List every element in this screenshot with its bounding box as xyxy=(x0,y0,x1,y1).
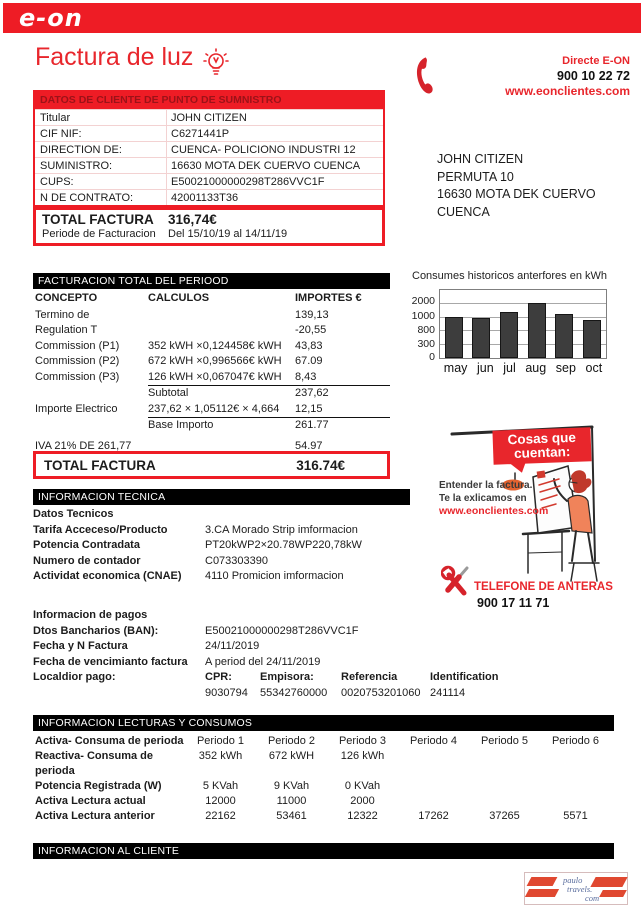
readings-table xyxy=(33,734,611,824)
customer-box-header: DATOS DE CLIENTE DE PUNTO DE SUMNISTRO xyxy=(35,92,383,109)
chart-title: Consumes historicos anterfores en kWh xyxy=(412,270,608,282)
payments-row: Dtos Bancharios (BAN): E50021000000298T286VVC1F xyxy=(33,624,359,637)
readings-row: Activa- Consuma de perioda Periodo 1 Periodo 2 Periodo 3 Periodo 4 Periodo 5 Periodo 6 xyxy=(35,735,600,747)
grand-total-amount: 316.74€ xyxy=(296,457,345,473)
payments-block xyxy=(33,608,593,701)
readings-row: Activa Lectura actual 12000 11000 2000 xyxy=(35,795,375,807)
chart-x-axis xyxy=(439,361,607,375)
payment-locator-row: Localdior pago: CPR: 9030794 Empisora: 55342760000 Referencia 0020753201060 Identification 241114 xyxy=(33,671,499,699)
contact-label: Directe E-ON xyxy=(562,55,630,67)
page-title: Factura de luz xyxy=(35,43,194,71)
sticker-caption: Entender la factura. Te la exlicamos en www.eonclientes.com xyxy=(439,479,564,519)
bar-oct xyxy=(583,320,601,358)
y-tick-800: 800 xyxy=(417,323,435,336)
x-tick-oct: oct xyxy=(585,361,603,375)
readings-row: Potencia Registrada (W) 5 KVah 9 KVah 0 KVah xyxy=(35,780,381,792)
payments-row: Fecha de vencimianto factura A period del 24/11/2019 xyxy=(33,655,321,668)
y-tick-0: 0 xyxy=(429,351,435,363)
technical-row: Numero de contador C073303390 xyxy=(33,554,269,567)
lightbulb-icon xyxy=(200,46,232,85)
billing-section-header: FACTURACION TOTAL DEL PERIOOD xyxy=(33,273,390,289)
billing-row-base: Base Importo 261.77 xyxy=(33,417,390,434)
contact-block xyxy=(505,54,630,99)
billing-row-subtotal: Subtotal 237,62 xyxy=(33,385,390,402)
payments-subheader: Informacion de pagos xyxy=(33,609,148,621)
bar-aug xyxy=(528,303,546,358)
x-tick-jul: jul xyxy=(503,361,516,375)
bar-jun xyxy=(472,318,490,358)
y-tick-300: 300 xyxy=(417,337,435,350)
technical-block xyxy=(33,507,433,585)
brand-bar xyxy=(3,3,641,33)
billing-table: CONCEPTO CALCULOS IMPORTES € Termino de 139,13 Regulation T -20,55 Commission (P1) 352 kWH ×0,124458€ kWH 43,83 Commission (P2) 672 kWH ×0,996566€ kWH 67.09 Commission (P3) 126 kWH ×0,067047€ kWH 8,43 Subtotal 237,62 Importe Electrico 237,62 × 1,05112€ × 4,664 12,15 Base Importo 261.77 IVA 21% DE 261,77 54.97 xyxy=(33,291,390,454)
total-summary-box xyxy=(33,207,385,246)
billing-row: Importe Electrico 237,62 × 1,05112€ × 4,664 12,15 xyxy=(35,402,323,415)
grand-total-box xyxy=(33,451,390,479)
billing-row: Commission (P1) 352 kWH ×0,124458€ kWH 43,83 xyxy=(35,339,323,352)
x-tick-jun: jun xyxy=(476,361,494,375)
x-tick-may: may xyxy=(443,361,468,375)
y-tick-1000: 1000 xyxy=(411,309,435,322)
x-tick-sep: sep xyxy=(555,361,576,375)
customer-row: CIF NIF: C6271441P xyxy=(35,125,383,141)
total-label: TOTAL FACTURA xyxy=(42,212,154,227)
tools-icon xyxy=(441,565,471,604)
speech-bubble: Cosas que cuentan: xyxy=(492,427,591,465)
period-value: Del 15/10/19 al 14/11/19 xyxy=(168,228,288,240)
total-amount: 316,74€ xyxy=(168,212,217,227)
readings-section-header: INFORMACION LECTURAS Y CONSUMOS xyxy=(33,715,614,731)
chart-y-axis xyxy=(411,289,439,363)
payments-row: Fecha y N Factura 24/11/2019 xyxy=(33,640,260,652)
technical-row: Tarifa Acceceso/Producto 3.CA Morado Strip imformacion xyxy=(33,523,358,536)
technical-section-header: INFORMACION TECNICA xyxy=(33,489,410,505)
customer-row: DIRECTION DE: CUENCA- POLICIONO INDUSTRI 12 xyxy=(35,141,383,157)
client-info-section-header: INFORMACION AL CLIENTE xyxy=(33,843,614,859)
contact-phone: 900 10 22 72 xyxy=(557,69,630,83)
readings-row: Activa Lectura anterior 22162 53461 12322 17262 37265 5571 xyxy=(35,810,588,822)
billing-row-iva: IVA 21% DE 261,77 54.97 xyxy=(35,439,323,452)
support-phone-number: 900 17 11 71 xyxy=(477,596,550,610)
bar-jul xyxy=(500,312,518,358)
customer-row: SUMINISTRO: 16630 MOTA DEK CUERVO CUENCA xyxy=(35,157,383,173)
x-tick-aug: aug xyxy=(525,361,547,375)
consumption-chart xyxy=(412,289,612,375)
watermark-logo: paulo travels. com xyxy=(524,872,628,905)
mailing-address: JOHN CITIZEN PERMUTA 10 16630 MOTA DEK CUERVO CUENCA xyxy=(437,152,596,219)
billing-row: Termino de 139,13 xyxy=(35,308,329,321)
phone-icon xyxy=(410,56,446,101)
billing-row: Commission (P2) 672 kWH ×0,996566€ kWH 67.09 xyxy=(35,355,323,367)
technical-row: Actividat economica (CNAE) 4110 Promicion imformacion xyxy=(33,570,344,582)
contact-website-link[interactable]: www.eonclientes.com xyxy=(505,84,630,98)
readings-row: Reactiva- Consuma de perioda 352 kWh 672 kWH 126 kWh xyxy=(35,750,385,777)
customer-row: CUPS: E50021000000298T286VVC1F xyxy=(35,173,383,189)
y-tick-2000: 2000 xyxy=(411,295,435,307)
eon-logo: e-on xyxy=(19,4,83,32)
chart-plot xyxy=(439,289,607,359)
technical-row: Potencia Contradata PT20kWP2×20.78WP220,78kW xyxy=(33,539,362,551)
info-sticker xyxy=(427,421,619,589)
billing-row: Regulation T -20,55 xyxy=(35,324,327,336)
customer-row: N DE CONTRATO: 42001133T36 xyxy=(35,189,383,205)
sticker-website-link[interactable]: www.eonclientes.com xyxy=(439,505,549,517)
billing-row: Commission (P3) 126 kWH ×0,067047€ kWH 8,43 xyxy=(35,370,317,383)
customer-row: Titular JOHN CITIZEN xyxy=(35,109,383,125)
grand-total-label: TOTAL FACTURA xyxy=(44,457,156,473)
bar-may xyxy=(445,317,463,358)
bar-sep xyxy=(555,314,573,358)
technical-subheader: Datos Tecnicos xyxy=(33,508,114,520)
customer-data-box xyxy=(33,90,385,207)
period-label: Periode de Facturacion xyxy=(42,228,156,240)
support-phone-label: TELEFONE DE ANTERAS xyxy=(474,581,613,593)
